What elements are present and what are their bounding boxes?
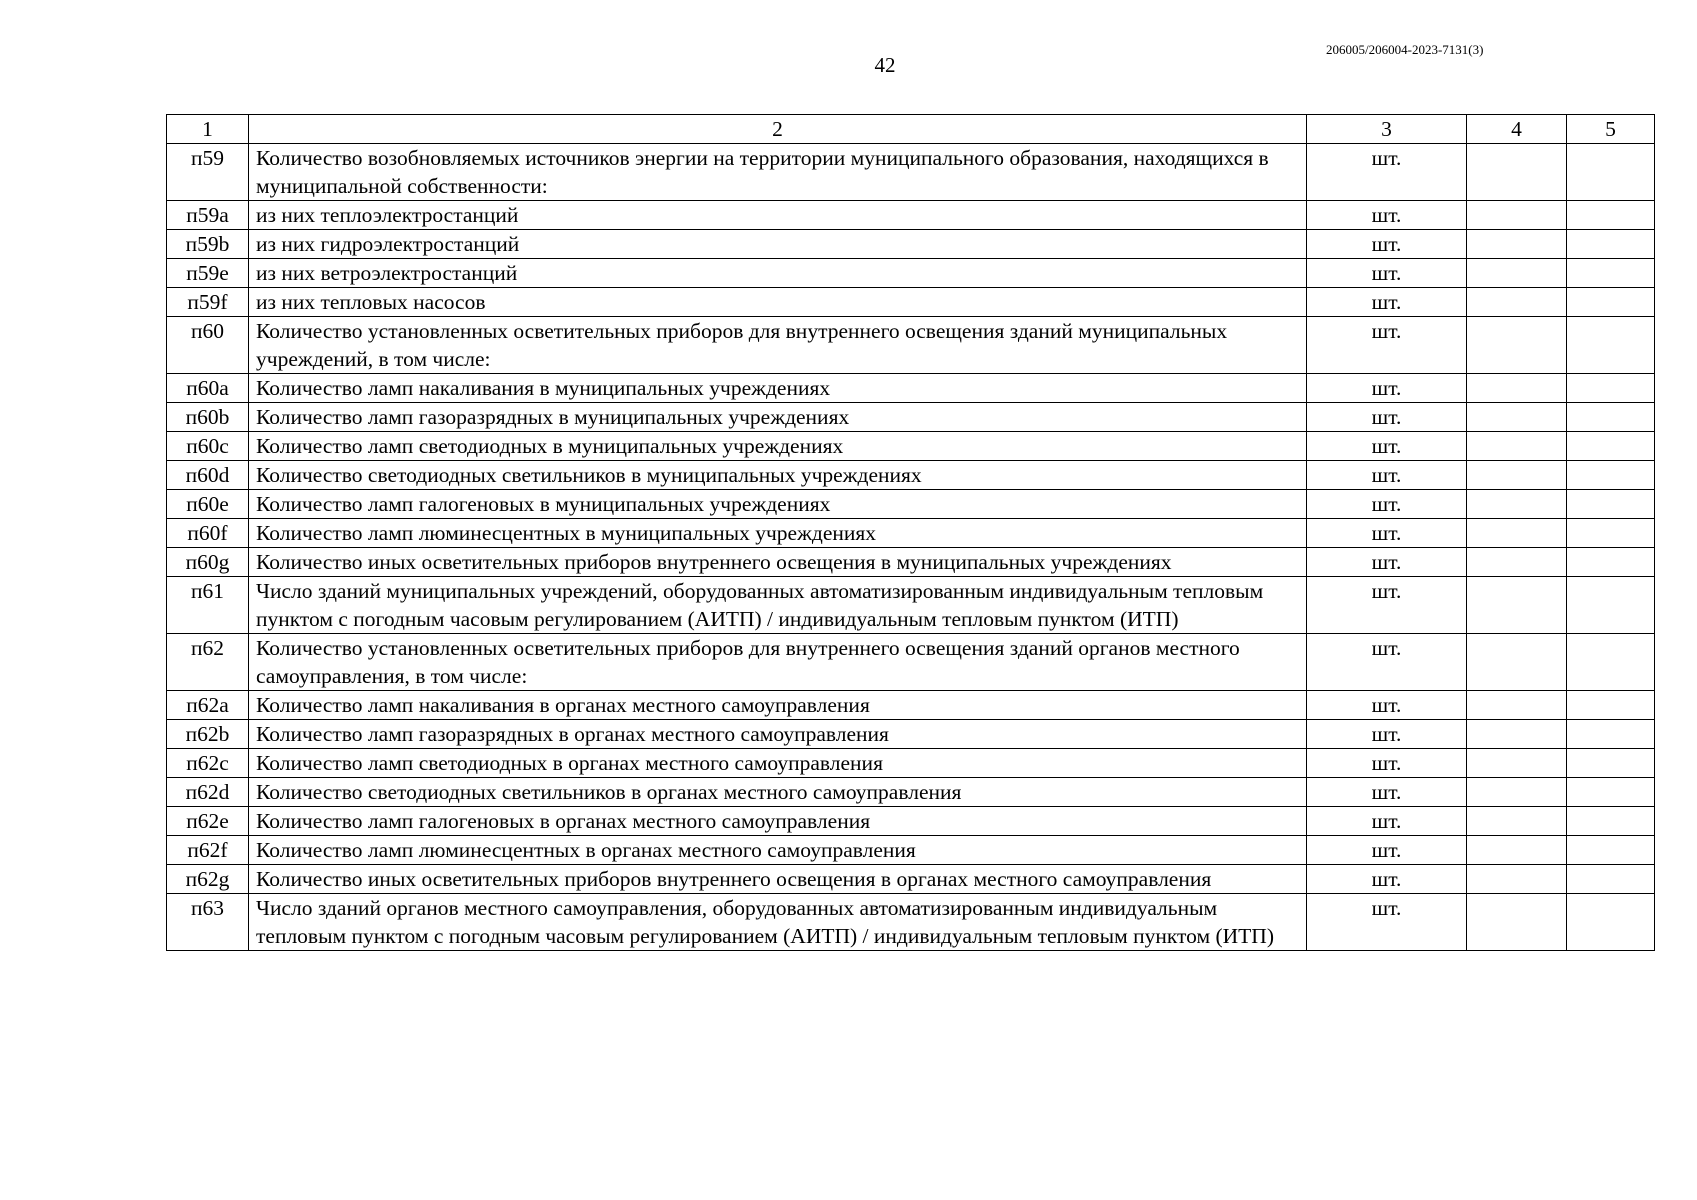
row-value-cell-4 [1467, 836, 1567, 865]
row-unit-cell: шт. [1307, 836, 1467, 865]
row-description-cell: Количество установленных осветительных приборов для внутреннего освещения зданий муниципальных учреждений, в том числе: [249, 317, 1307, 374]
row-unit-cell: шт. [1307, 490, 1467, 519]
row-code-cell: п60 [167, 317, 249, 374]
document-id: 206005/206004-2023-7131(3) [1326, 42, 1484, 57]
row-unit-cell: шт. [1307, 403, 1467, 432]
row-unit-cell: шт. [1307, 894, 1467, 951]
table-row [167, 691, 1655, 720]
table-row [167, 807, 1655, 836]
column-header-4: 4 [1467, 115, 1567, 144]
row-value-cell-4 [1467, 749, 1567, 778]
row-value-cell-5 [1567, 778, 1655, 807]
row-code-cell: п62a [167, 691, 249, 720]
row-code-cell: п59a [167, 201, 249, 230]
row-description-cell: из них гидроэлектростанций [249, 230, 1307, 259]
row-description-cell: Количество ламп газоразрядных в муниципальных учреждениях [249, 403, 1307, 432]
row-description-cell: из них теплоэлектростанций [249, 201, 1307, 230]
row-description-cell: Число зданий органов местного самоуправления, оборудованных автоматизированным индивидуальным тепловым пунктом с погодным часовым регулированием (АИТП) / индивидуальным тепловым пунктом (ИТП) [249, 894, 1307, 951]
row-code-cell: п60f [167, 519, 249, 548]
row-code-cell: п62b [167, 720, 249, 749]
row-unit-cell: шт. [1307, 577, 1467, 634]
row-unit-cell: шт. [1307, 201, 1467, 230]
row-code-cell: п62f [167, 836, 249, 865]
row-value-cell-5 [1567, 577, 1655, 634]
row-value-cell-5 [1567, 634, 1655, 691]
row-value-cell-4 [1467, 259, 1567, 288]
row-code-cell: п60b [167, 403, 249, 432]
row-unit-cell: шт. [1307, 374, 1467, 403]
row-unit-cell: шт. [1307, 691, 1467, 720]
row-description-cell: Количество светодиодных светильников в муниципальных учреждениях [249, 461, 1307, 490]
row-description-cell: Количество светодиодных светильников в органах местного самоуправления [249, 778, 1307, 807]
row-unit-cell: шт. [1307, 720, 1467, 749]
table-body [167, 144, 1655, 951]
row-value-cell-4 [1467, 807, 1567, 836]
row-code-cell: п61 [167, 577, 249, 634]
row-value-cell-5 [1567, 548, 1655, 577]
row-unit-cell: шт. [1307, 288, 1467, 317]
row-value-cell-4 [1467, 778, 1567, 807]
row-value-cell-5 [1567, 836, 1655, 865]
row-value-cell-5 [1567, 519, 1655, 548]
table-row [167, 865, 1655, 894]
row-value-cell-4 [1467, 144, 1567, 201]
row-code-cell: п62d [167, 778, 249, 807]
row-code-cell: п62g [167, 865, 249, 894]
table-row [167, 288, 1655, 317]
row-code-cell: п62 [167, 634, 249, 691]
row-value-cell-5 [1567, 461, 1655, 490]
row-value-cell-4 [1467, 403, 1567, 432]
row-description-cell: Количество ламп галогеновых в муниципальных учреждениях [249, 490, 1307, 519]
row-value-cell-5 [1567, 288, 1655, 317]
row-description-cell: из них ветроэлектростанций [249, 259, 1307, 288]
row-value-cell-4 [1467, 691, 1567, 720]
table-header [167, 115, 1655, 144]
row-value-cell-5 [1567, 259, 1655, 288]
row-description-cell: Количество ламп светодиодных в муниципальных учреждениях [249, 432, 1307, 461]
row-code-cell: п59f [167, 288, 249, 317]
row-value-cell-5 [1567, 691, 1655, 720]
column-header-5: 5 [1567, 115, 1655, 144]
row-value-cell-5 [1567, 317, 1655, 374]
table-row [167, 519, 1655, 548]
row-description-cell: Количество ламп люминесцентных в органах местного самоуправления [249, 836, 1307, 865]
row-value-cell-5 [1567, 490, 1655, 519]
row-value-cell-5 [1567, 720, 1655, 749]
row-value-cell-5 [1567, 144, 1655, 201]
table-row [167, 778, 1655, 807]
row-value-cell-4 [1467, 288, 1567, 317]
row-unit-cell: шт. [1307, 634, 1467, 691]
row-value-cell-4 [1467, 865, 1567, 894]
row-value-cell-4 [1467, 490, 1567, 519]
table-row [167, 894, 1655, 951]
row-description-cell: Количество ламп накаливания в муниципальных учреждениях [249, 374, 1307, 403]
row-unit-cell: шт. [1307, 144, 1467, 201]
row-description-cell: из них тепловых насосов [249, 288, 1307, 317]
table-row [167, 201, 1655, 230]
row-value-cell-5 [1567, 807, 1655, 836]
table-row [167, 461, 1655, 490]
row-value-cell-4 [1467, 634, 1567, 691]
column-header-1: 1 [167, 115, 249, 144]
page-number: 42 [874, 53, 896, 77]
table-row [167, 432, 1655, 461]
row-value-cell-4 [1467, 548, 1567, 577]
row-code-cell: п60g [167, 548, 249, 577]
row-unit-cell: шт. [1307, 807, 1467, 836]
row-unit-cell: шт. [1307, 230, 1467, 259]
row-unit-cell: шт. [1307, 548, 1467, 577]
row-unit-cell: шт. [1307, 519, 1467, 548]
row-value-cell-5 [1567, 749, 1655, 778]
row-description-cell: Количество ламп светодиодных в органах местного самоуправления [249, 749, 1307, 778]
column-header-3: 3 [1307, 115, 1467, 144]
row-description-cell: Количество возобновляемых источников энергии на территории муниципального образования, находящихся в муниципальной собственности: [249, 144, 1307, 201]
row-value-cell-4 [1467, 894, 1567, 951]
column-header-2: 2 [249, 115, 1307, 144]
row-description-cell: Количество установленных осветительных приборов для внутреннего освещения зданий органов местного самоуправления, в том числе: [249, 634, 1307, 691]
row-code-cell: п60d [167, 461, 249, 490]
row-description-cell: Количество ламп газоразрядных в органах местного самоуправления [249, 720, 1307, 749]
row-value-cell-5 [1567, 374, 1655, 403]
row-unit-cell: шт. [1307, 317, 1467, 374]
table-row [167, 720, 1655, 749]
row-code-cell: п59e [167, 259, 249, 288]
row-value-cell-5 [1567, 201, 1655, 230]
table-row [167, 490, 1655, 519]
row-code-cell: п60c [167, 432, 249, 461]
row-code-cell: п62e [167, 807, 249, 836]
row-value-cell-5 [1567, 865, 1655, 894]
table-row [167, 317, 1655, 374]
row-value-cell-4 [1467, 720, 1567, 749]
row-code-cell: п60a [167, 374, 249, 403]
row-value-cell-4 [1467, 577, 1567, 634]
table-row [167, 144, 1655, 201]
row-value-cell-5 [1567, 230, 1655, 259]
row-value-cell-5 [1567, 403, 1655, 432]
table-row [167, 749, 1655, 778]
row-value-cell-5 [1567, 432, 1655, 461]
table-row [167, 374, 1655, 403]
row-unit-cell: шт. [1307, 749, 1467, 778]
row-description-cell: Количество ламп галогеновых в органах местного самоуправления [249, 807, 1307, 836]
header-row [167, 115, 1655, 144]
table-row [167, 548, 1655, 577]
row-value-cell-4 [1467, 201, 1567, 230]
table-row [167, 403, 1655, 432]
row-value-cell-4 [1467, 432, 1567, 461]
row-code-cell: п62c [167, 749, 249, 778]
table-row [167, 259, 1655, 288]
row-code-cell: п60e [167, 490, 249, 519]
row-unit-cell: шт. [1307, 259, 1467, 288]
row-value-cell-4 [1467, 461, 1567, 490]
row-description-cell: Число зданий муниципальных учреждений, оборудованных автоматизированным индивидуальным тепловым пунктом с погодным часовым регулированием (АИТП) / индивидуальным тепловым пунктом (ИТП) [249, 577, 1307, 634]
row-value-cell-5 [1567, 894, 1655, 951]
report-table [166, 114, 1655, 951]
row-value-cell-4 [1467, 230, 1567, 259]
row-value-cell-4 [1467, 317, 1567, 374]
row-unit-cell: шт. [1307, 432, 1467, 461]
row-description-cell: Количество иных осветительных приборов внутреннего освещения в муниципальных учреждениях [249, 548, 1307, 577]
table-row [167, 230, 1655, 259]
row-code-cell: п59b [167, 230, 249, 259]
table-row [167, 836, 1655, 865]
row-description-cell: Количество ламп накаливания в органах местного самоуправления [249, 691, 1307, 720]
row-description-cell: Количество ламп люминесцентных в муниципальных учреждениях [249, 519, 1307, 548]
row-description-cell: Количество иных осветительных приборов внутреннего освещения в органах местного самоуправления [249, 865, 1307, 894]
row-value-cell-4 [1467, 374, 1567, 403]
row-code-cell: п63 [167, 894, 249, 951]
row-unit-cell: шт. [1307, 778, 1467, 807]
row-code-cell: п59 [167, 144, 249, 201]
table-row [167, 634, 1655, 691]
table-row [167, 577, 1655, 634]
row-unit-cell: шт. [1307, 461, 1467, 490]
row-unit-cell: шт. [1307, 865, 1467, 894]
row-value-cell-4 [1467, 519, 1567, 548]
